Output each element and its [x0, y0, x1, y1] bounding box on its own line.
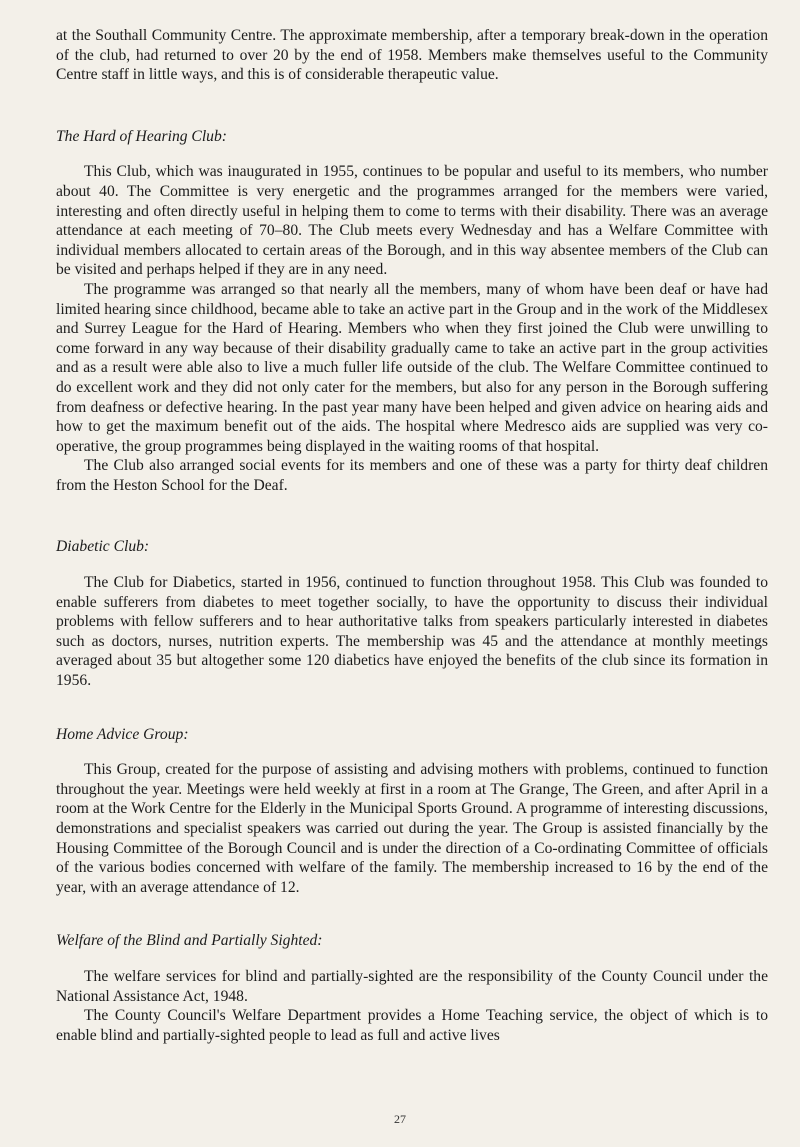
paragraph: The Club for Diabetics, started in 1956, continued to function throughout 1958. This Club was founded to enable sufferers from diabetes to meet together socially, to have the opportunity to discuss their individual problems with fellow sufferers and to hear authoritative talks from speakers particularly interested in diabetes such as doctors, nurses, nutrition experts. The membership was 45 and the attendance at monthly meetings averaged about 35 but altogether some 120 diabetics have enjoyed the benefits of the club since its formation in 1956.: [56, 574, 768, 690]
section-spacer: [56, 85, 768, 127]
document-page: [56, 26, 768, 1045]
section-spacer: [56, 691, 768, 725]
page-number: 27: [394, 1112, 406, 1126]
paragraph: The programme was arranged so that nearly all the members, many of whom have been deaf or have had limited hearing since childhood, became able to take an active part in the Group and in the work of the Middlesex and Surrey League for the Hard of Hearing. Members who when they first joined the Club were unwilling to come forward in any way because of their disability gradually came to take an active part in the group activities and as a result were able also to live a much fuller life outside of the club. The Welfare Committee continued to do excellent work and they did not only cater for the members, but also for any person in the Borough suffering from deafness or defective hearing. In the past year many have been helped and given advice on hearing aids and how to get the maximum benefit out of the aids. The hospital where Medresco aids are supplied was very co-operative, the group programmes being displayed in the waiting rooms of that hospital.: [56, 280, 768, 455]
section-heading: Home Advice Group:: [56, 725, 189, 743]
paragraph: This Club, which was inaugurated in 1955, continues to be popular and useful to its members, who number about 40. The Committee is very energetic and the programmes arranged for the members were varied, interesting and often directly useful in helping them to come to terms with their disability. There was an average attendance at each meeting of 70–80. The Club meets every Wednesday and has a Welfare Committee with individual members allocated to certain areas of the Borough, and in this way absentee members of the Club can be visited and perhaps helped if they are in any need.: [56, 163, 768, 279]
section-welfare-blind: [56, 931, 768, 1045]
intro-paragraph: at the Southall Community Centre. The approximate membership, after a temporary break-down in the operation of the club, had returned to over 20 by the end of 1958. Members make themselves useful to the Community Centre staff in little ways, and this is of considerable therapeutic value.: [56, 27, 768, 84]
section-hard-of-hearing: [56, 127, 768, 496]
paragraph: The Club also arranged social events for its members and one of these was a party for thirty deaf children from the Heston School for the Deaf.: [56, 457, 768, 494]
section-home-advice-group: [56, 725, 768, 898]
section-spacer: [56, 495, 768, 537]
paragraph: This Group, created for the purpose of assisting and advising mothers with problems, continued to function throughout the year. Meetings were held weekly at first in a room at The Grange, The Green, and after April in a room at the Work Centre for the Elderly in the Municipal Sports Ground. A programme of interesting discussions, demonstrations and specialist speakers was carried out during the year. The Group is assisted financially by the Housing Committee of the Borough Council and is under the direction of a Co-ordinating Committee of officials of the various bodies concerned with welfare of the family. The membership increased to 16 by the end of the year, with an average attendance of 12.: [56, 761, 768, 896]
section-heading: Diabetic Club:: [56, 538, 150, 556]
section-spacer: [56, 897, 768, 931]
section-heading: Welfare of the Blind and Partially Sighted:: [56, 932, 323, 950]
paragraph: The welfare services for blind and partially-sighted are the responsibility of the County Council under the National Assistance Act, 1948.: [56, 967, 768, 1005]
section-heading: The Hard of Hearing Club:: [56, 127, 227, 145]
paragraph: The County Council's Welfare Department provides a Home Teaching service, the object of which is to enable blind and partially-sighted people to lead as full and active lives: [56, 1007, 768, 1044]
section-diabetic-club: [56, 537, 768, 690]
